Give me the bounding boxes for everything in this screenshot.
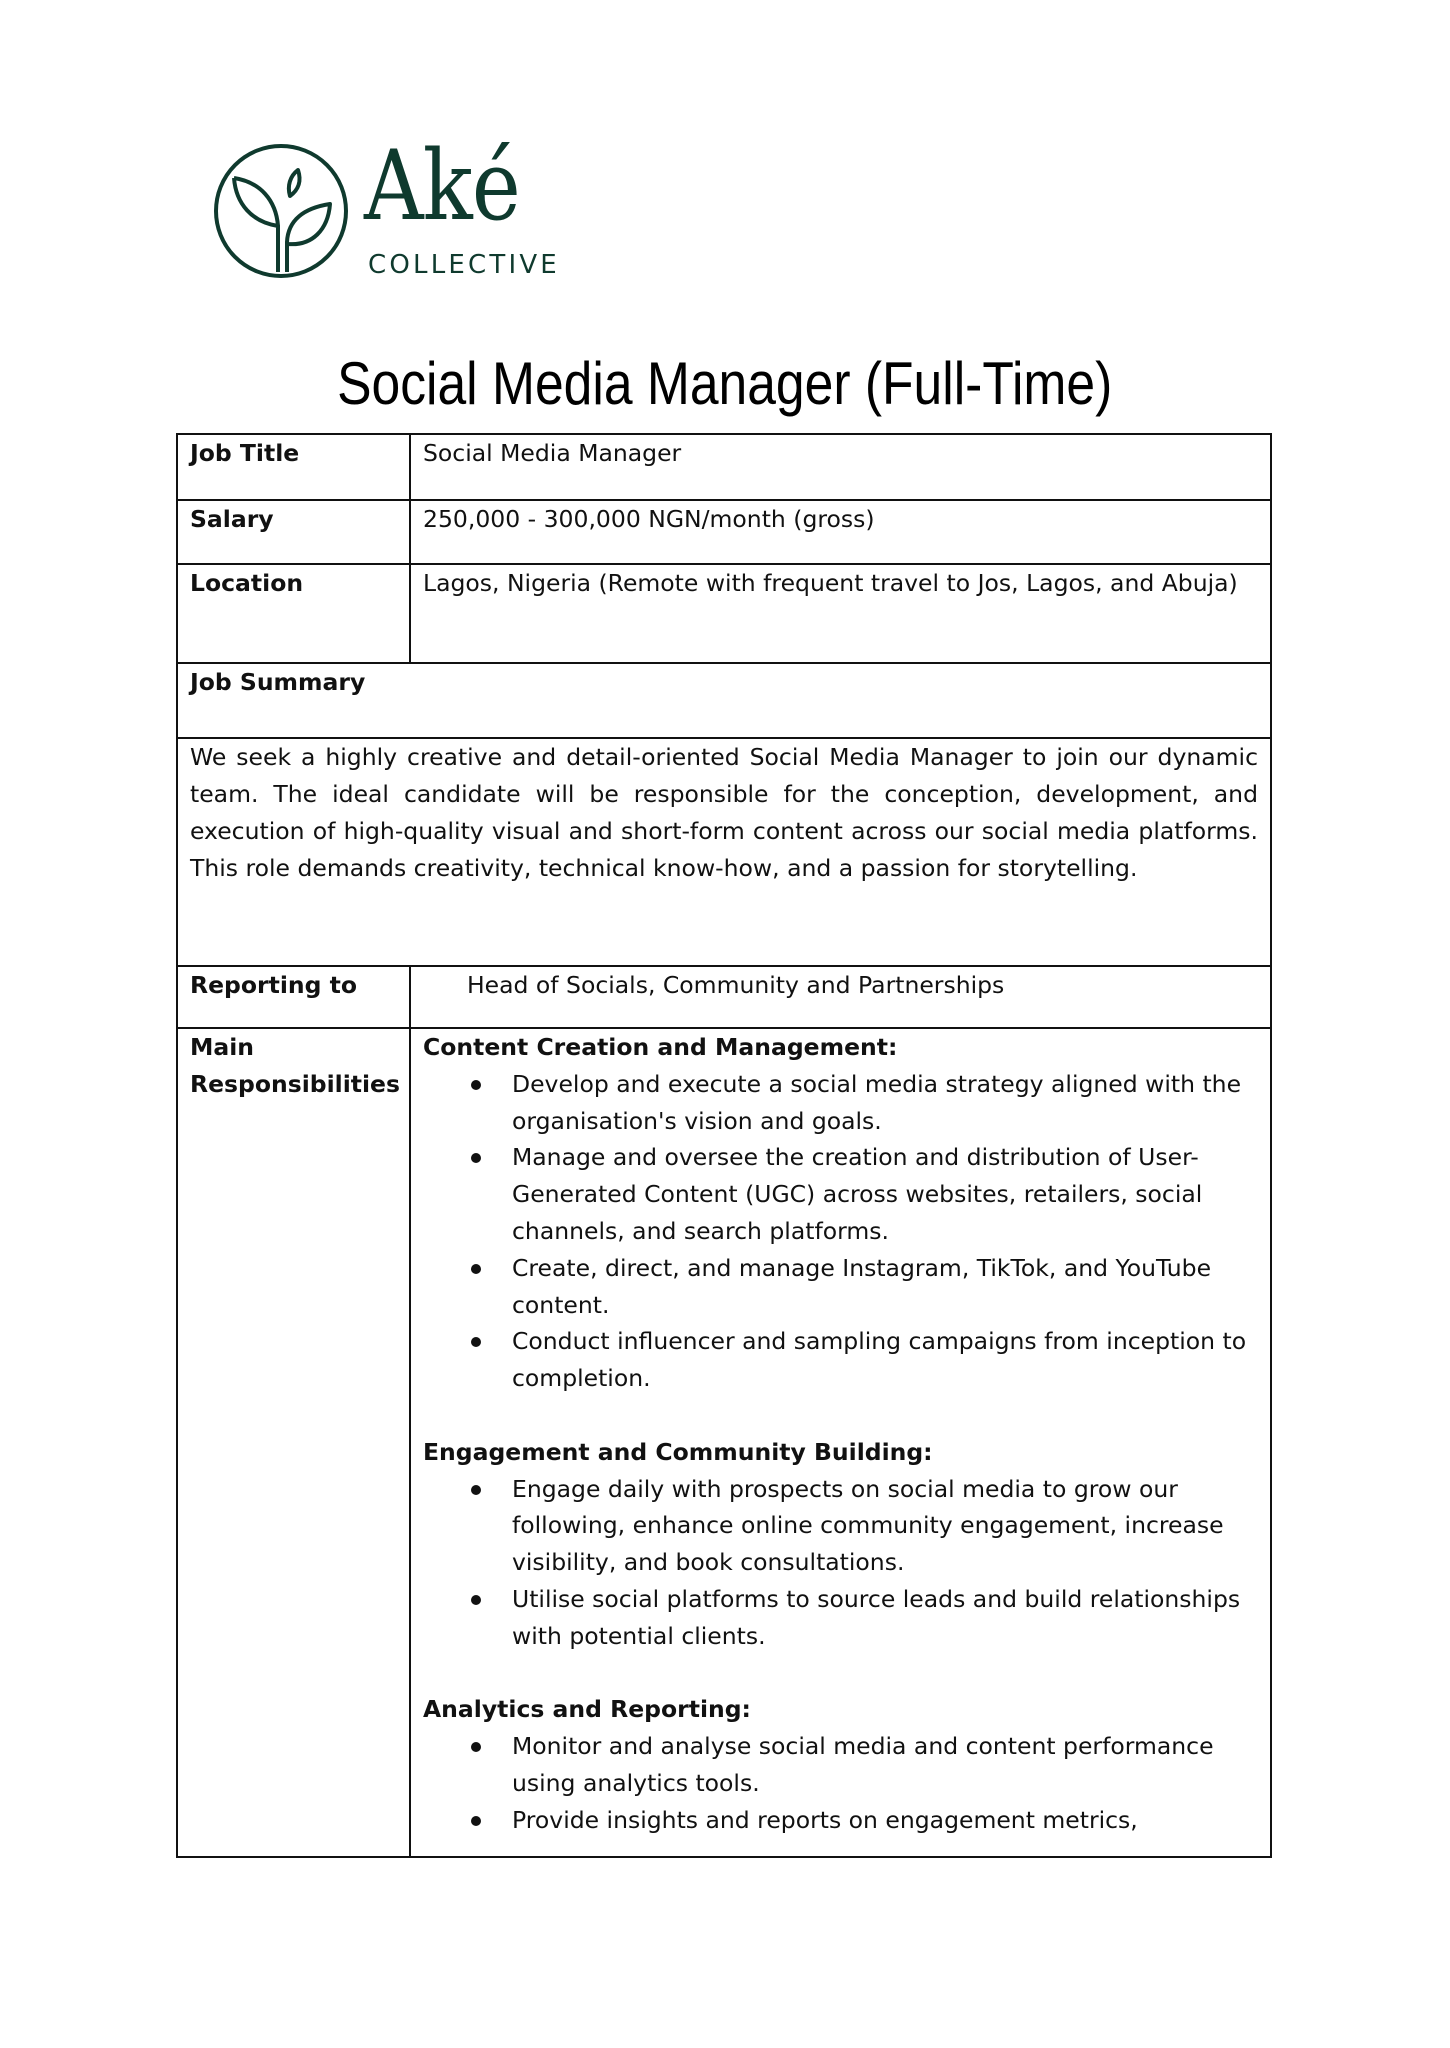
list-item-text: Monitor and analyse social media and content performance using analytics tools.: [512, 1732, 1214, 1797]
bullet-icon: [471, 1485, 481, 1495]
reporting-to-label: Reporting to: [177, 966, 410, 1028]
analytics-list: [423, 1728, 1258, 1838]
location-value: Lagos, Nigeria (Remote with frequent travel to Jos, Lagos, and Abuja): [410, 564, 1271, 663]
content-creation-list: [423, 1066, 1258, 1397]
list-item: [423, 1323, 1258, 1397]
table-row-reporting-to: [177, 966, 1271, 1028]
list-item: [423, 1250, 1258, 1324]
list-item-text: Engage daily with prospects on social media to grow our following, enhance online community engagement, increase visibility, and book consultations.: [512, 1474, 1224, 1577]
job-summary-text: We seek a highly creative and detail-oriented Social Media Manager to join our dynamic team. The ideal candidate will be responsible for the conception, development, and execution of high-quality visual and short-form content across our social media platforms. This role demands creativity, technical know-how, and a passion for storytelling.: [177, 738, 1271, 966]
list-item-text: Create, direct, and manage Instagram, TikTok, and YouTube content.: [512, 1253, 1212, 1319]
list-item-text: Conduct influencer and sampling campaigns from inception to completion.: [512, 1327, 1247, 1393]
list-item: [423, 1728, 1258, 1802]
bullet-icon: [471, 1337, 481, 1347]
section-heading-analytics: Analytics and Reporting:: [423, 1695, 751, 1724]
page-title-text: Social Media Manager (Full-Time): [337, 350, 1113, 417]
section-heading-engagement: Engagement and Community Building:: [423, 1437, 933, 1466]
job-title-label: Job Title: [177, 434, 410, 500]
reporting-to-value: Head of Socials, Community and Partnerships: [467, 971, 1005, 999]
section-heading-content-creation: Content Creation and Management:: [423, 1033, 898, 1061]
page-title: [0, 352, 1450, 416]
bullet-icon: [471, 1595, 481, 1605]
bullet-icon: [471, 1816, 481, 1826]
table-row-job-summary-heading: [177, 663, 1271, 738]
reporting-to-cell: [410, 966, 1271, 1028]
company-logo: [212, 130, 560, 287]
list-item: [423, 1802, 1258, 1839]
job-description-table: [176, 433, 1272, 1858]
table-row-responsibilities: [177, 1028, 1271, 1857]
engagement-list: [423, 1471, 1258, 1655]
salary-value: 250,000 - 300,000 NGN/month (gross): [410, 500, 1271, 564]
list-item: [423, 1139, 1258, 1249]
bullet-icon: [471, 1080, 481, 1090]
table-row-salary: [177, 500, 1271, 564]
list-item-text: Manage and oversee the creation and distribution of User-Generated Content (UGC) across websites, retailers, social channels, and search platforms.: [512, 1143, 1203, 1245]
table-row-job-title: [177, 434, 1271, 500]
list-item-text: Utilise social platforms to source leads and build relationships with potential clients.: [512, 1584, 1241, 1650]
bullet-icon: [471, 1742, 481, 1752]
salary-label: Salary: [177, 500, 410, 564]
responsibilities-label: Main Responsibilities: [177, 1028, 410, 1857]
list-item: [423, 1066, 1258, 1140]
responsibilities-cell: [410, 1028, 1271, 1857]
location-label: Location: [177, 564, 410, 663]
leaf-sprout-circle-icon: [212, 142, 352, 282]
job-summary-label: Job Summary: [177, 663, 1271, 738]
list-item: [423, 1581, 1258, 1655]
list-item-text: Provide insights and reports on engagement metrics,: [512, 1805, 1138, 1834]
table-row-location: [177, 564, 1271, 663]
bullet-icon: [471, 1153, 481, 1163]
table-row-job-summary: [177, 738, 1271, 966]
logo-wordmark: Aké: [364, 130, 520, 242]
list-item-text: Develop and execute a social media strategy aligned with the organisation's vision and goals.: [512, 1069, 1242, 1135]
bullet-icon: [471, 1264, 481, 1274]
logo-subtitle: COLLECTIVE: [368, 250, 560, 280]
list-item: [423, 1471, 1258, 1581]
job-title-value: Social Media Manager: [410, 434, 1271, 500]
